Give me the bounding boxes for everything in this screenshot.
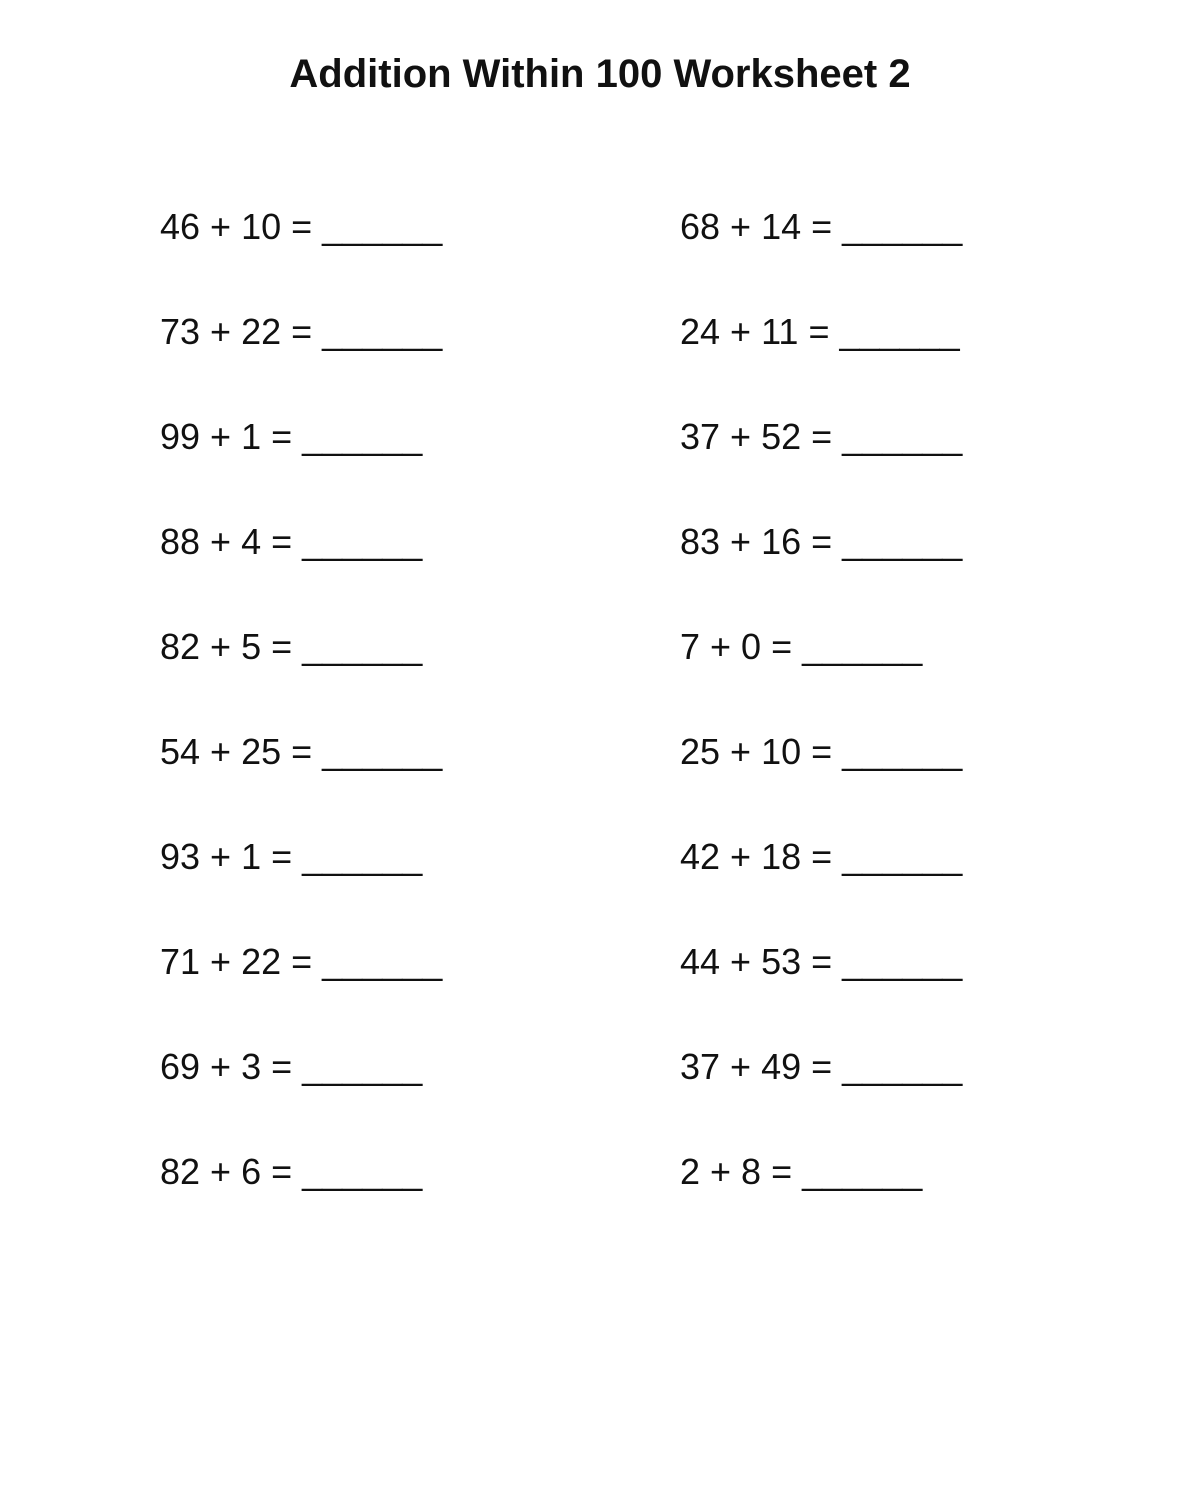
problem-expression: 42 + 18 = — [680, 836, 833, 877]
problem-expression: 24 + 11 = — [680, 311, 830, 352]
problem-expression: 82 + 6 = — [160, 1151, 293, 1192]
answer-blank: ______ — [322, 206, 443, 247]
answer-blank: ______ — [302, 1046, 423, 1087]
answer-blank: ______ — [302, 836, 423, 877]
problem-expression: 68 + 14 = — [680, 206, 833, 247]
problem-expression: 83 + 16 = — [680, 521, 833, 562]
answer-blank: ______ — [842, 521, 963, 562]
problem-item — [680, 935, 1060, 989]
problem-item — [680, 1145, 1060, 1199]
problem-expression: 82 + 5 = — [160, 626, 293, 667]
problem-expression: 54 + 25 = — [160, 731, 313, 772]
problem-expression: 93 + 1 = — [160, 836, 293, 877]
problem-expression: 44 + 53 = — [680, 941, 833, 982]
answer-blank: ______ — [302, 521, 423, 562]
problem-item — [160, 515, 680, 569]
problem-item — [160, 200, 680, 254]
problem-item — [680, 725, 1060, 779]
problem-item — [680, 830, 1060, 884]
answer-blank: ______ — [842, 206, 963, 247]
problem-item — [680, 305, 1060, 359]
problem-item — [160, 410, 680, 464]
problem-item — [160, 1040, 680, 1094]
problem-grid — [160, 200, 1060, 1250]
problem-item — [160, 620, 680, 674]
answer-blank: ______ — [842, 416, 963, 457]
answer-blank: ______ — [302, 626, 423, 667]
problem-expression: 7 + 0 = — [680, 626, 793, 667]
answer-blank: ______ — [842, 731, 963, 772]
problem-expression: 88 + 4 = — [160, 521, 293, 562]
answer-blank: ______ — [322, 941, 443, 982]
problem-item — [160, 935, 680, 989]
problem-expression: 46 + 10 = — [160, 206, 313, 247]
answer-blank: ______ — [842, 1046, 963, 1087]
problem-item — [160, 1145, 680, 1199]
problem-expression: 37 + 49 = — [680, 1046, 833, 1087]
answer-blank: ______ — [302, 1151, 423, 1192]
problem-item — [160, 830, 680, 884]
answer-blank: ______ — [802, 626, 923, 667]
problem-item — [160, 725, 680, 779]
problem-item — [680, 620, 1060, 674]
problem-expression: 37 + 52 = — [680, 416, 833, 457]
problem-expression: 25 + 10 = — [680, 731, 833, 772]
worksheet-title: Addition Within 100 Worksheet 2 — [289, 52, 911, 96]
answer-blank: ______ — [302, 416, 423, 457]
answer-blank: ______ — [842, 941, 963, 982]
problem-item — [680, 410, 1060, 464]
problem-expression: 73 + 22 = — [160, 311, 313, 352]
problem-item — [680, 515, 1060, 569]
problem-item — [160, 305, 680, 359]
answer-blank: ______ — [802, 1151, 923, 1192]
problem-expression: 99 + 1 = — [160, 416, 293, 457]
problem-expression: 71 + 22 = — [160, 941, 313, 982]
problem-expression: 69 + 3 = — [160, 1046, 293, 1087]
problem-expression: 2 + 8 = — [680, 1151, 793, 1192]
problem-item — [680, 1040, 1060, 1094]
answer-blank: ______ — [839, 311, 960, 352]
answer-blank: ______ — [322, 311, 443, 352]
answer-blank: ______ — [322, 731, 443, 772]
answer-blank: ______ — [842, 836, 963, 877]
problem-item — [680, 200, 1060, 254]
